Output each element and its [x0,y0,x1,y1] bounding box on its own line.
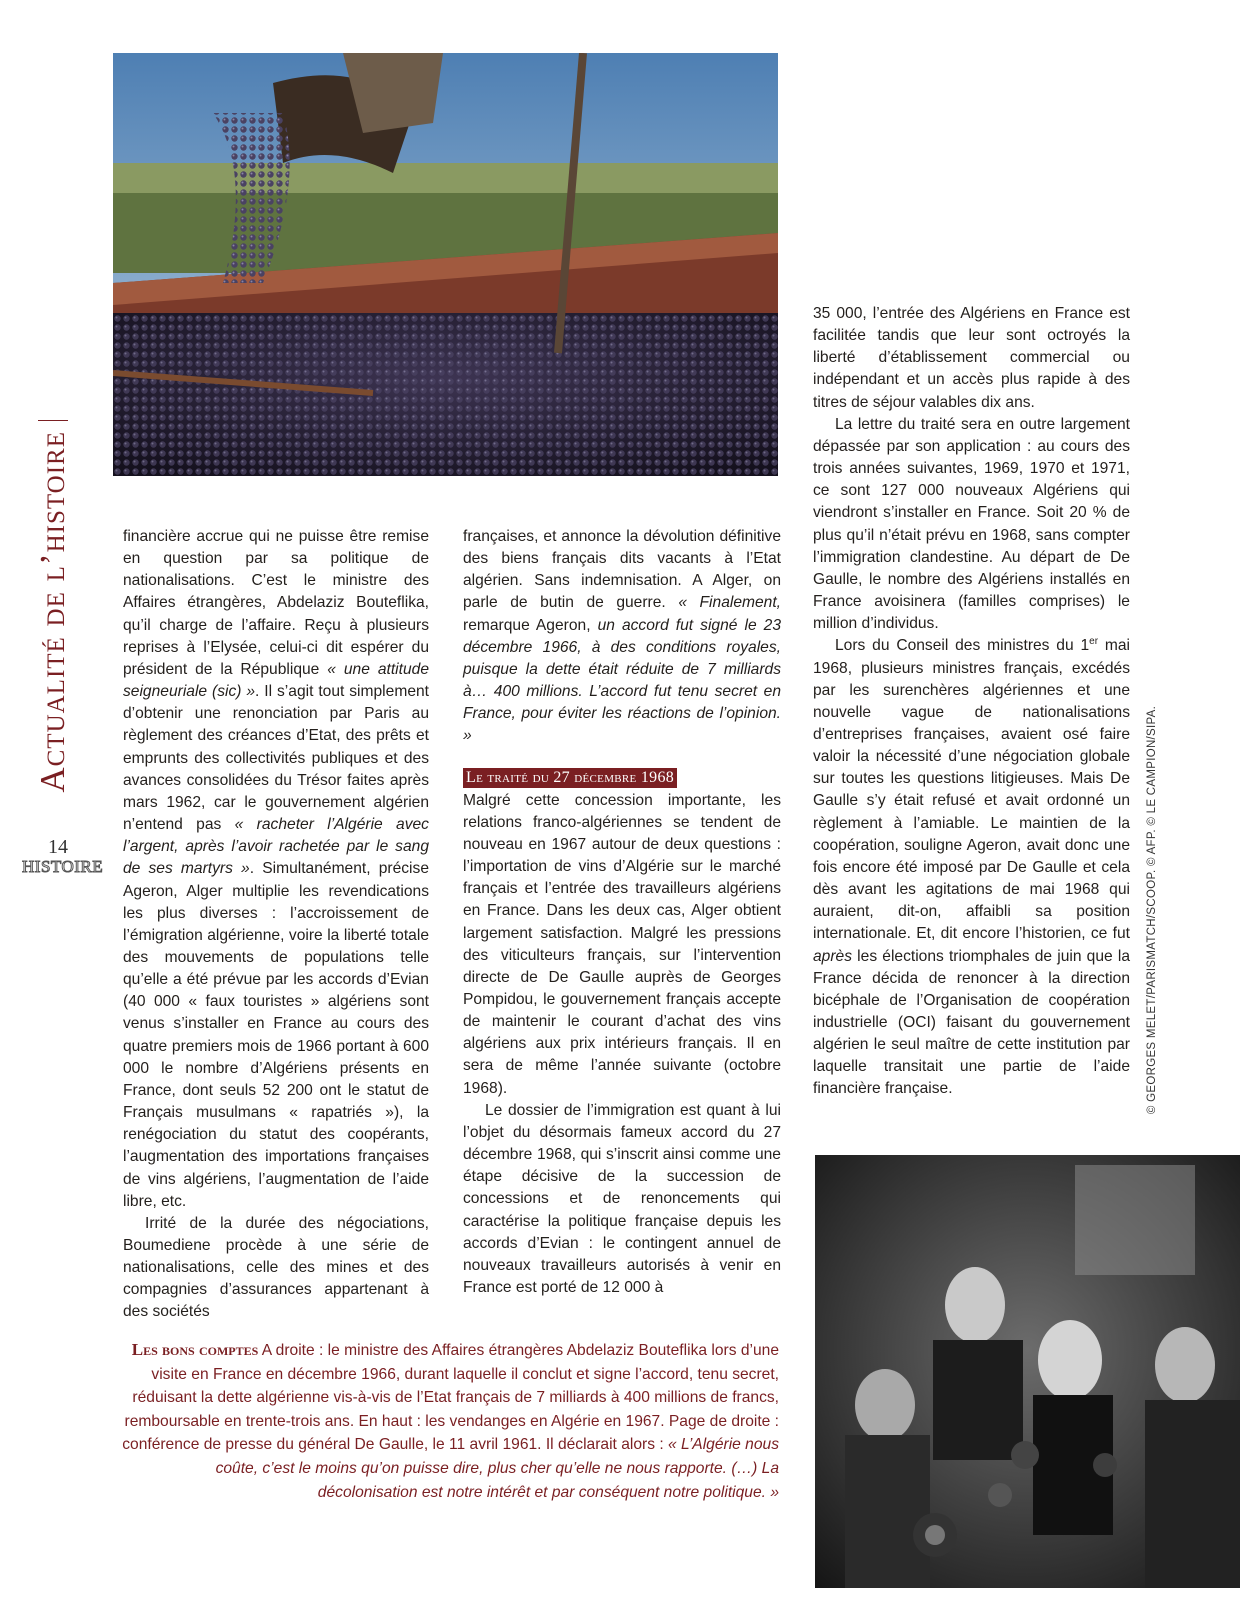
page-number: 14 [48,836,68,858]
paragraph: 35 000, l’entrée des Algériens en France est facilitée tandis que leur sont octroyés la liberté d’établissement commercial ou indépendant et un accès plus rapide à des titres de séjour valables dix ans. [813,305,1130,411]
paragraph: Lors du Conseil des ministres du 1er mai 1968, plusieurs ministres français, excédés par les surenchères algériennes et une nouvelle vague de nationalisations d’entreprises françaises, avaient osé faire valoir la nécessité d’une négociation globale sur toutes les questions litigieuses. Mais De Gaulle s’y était refusé et avait ordonné un règlement à l’amiable. Le maintien de la coopération, souligne Ageron, avait donc une fois encore été imposé par De Gaulle et cela dès avant les agitations de mai 1968 qui auraient, dit-on, affaibli sa position internationale. Et, dit encore l’historien, ce fut après les élections triomphales de juin que la France décida de renoncer à la direction bicéphale de l’Organisation de coopération industrielle (OCI) faisant du gouvernement algérien le seul maître de cette institution par laquelle transitait une partie de l’aide financière française. [813,636,1130,1098]
article-column-1 [123,526,429,1324]
section-heading: Le traité du 27 décembre 1968 [463,768,677,788]
paragraph: La lettre du traité sera en outre largement dépassée par son application : au cours des trois années suivantes, 1969, 1970 et 1971, ce sont 127 000 nouveaux Algériens qui viendront s’installer en France. Soit 20 % de plus qu’il n’était prévu en 1968, sans compter l’immigration clandestine. Au départ de De Gaulle, le nombre des Algériens installés en France avoisinera (familles comprises) le million d’individus. [813,415,1130,633]
photo-credit: © GEORGES MELET/PARISMATCH/SCOOP. © AFP. © LE CAMPION/SIPA. [1146,705,1158,1115]
article-column-3 [813,303,1130,1101]
paragraph: Malgré cette concession importante, les relations franco-algériennes se tendent de nouveau en 1967 autour de deux questions : l’importation de vins d’Algérie sur le marché français et l’entrée des travailleurs algériens en France. Dans les deux cas, Alger obtient largement satisfaction. Malgré les pressions des viticulteurs français, sur l’intervention directe de De Gaulle auprès de Georges Pompidou, le gouvernement français accepte de maintenir le courant d’achat des vins algériens aux prix intérieurs français. Il en sera de même l’année suivante (octobre 1968). [463,791,781,1097]
paragraph: financière accrue qui ne puisse être remise en question par sa politique de nationalisations. C’est le ministre des Affaires étrangères, Abdelaziz Bouteflika, qu’il charge de l’affaire. Reçu à plusieurs reprises à l’Elysée, celui-ci dit espérer du président de la République « une attitude seigneuriale (sic) ». Il s’agit tout simplement d’obtenir une renonciation par Paris au règlement des créances d’Etat, des prêts et emprunts des collectivités publiques et des avances consolidées du Trésor faites après mars 1962, car le gouvernement algérien n’entend pas « racheter l’Algérie avec l’argent, après l’avoir rachetée par le sang de ses martyrs ». Simultanément, précise Ageron, Alger multiplie les revendications les plus diverses : l’accroissement de l’émigration algérienne, voire la liberté totale des mouvements de populations telle qu’elle a été prévue par les accords d’Evian (40 000 « faux touristes » algériens sont venus s’installer en France au cours des quatre premiers mois de 1966 portant à 600 000 le nombre d’Algériens présents en France, dont seuls 52 200 ont le statut de Français musulmans « rapatriés »), la renégociation du statut des coopérants, l’augmentation des importations françaises de vins algériens, l’augmentation de l’aide libre, etc. [123,528,429,1210]
photo-caption: Les bons comptes A droite : le ministre des Affaires étrangères Abdelaziz Bouteflika lors d’une visite en France en décembre 1966, durant laquelle il conclut et signe l’accord, tenu secret, réduisant la dette algérienne vis-à-vis de l’Etat français de 7 milliards à 400 millions de francs, remboursable en trente-trois ans. En haut : les vendanges en Algérie en 1967. Page de droite : conférence de presse du général De Gaulle, le 11 avril 1961. Il déclarait alors : « L’Algérie nous coûte, c’est le moins qu’on puisse dire, plus cher qu’elle ne nous rapporte. (…) La décolonisation est notre intérêt et par conséquent notre politique. » [122,1340,779,1501]
paragraph: Le dossier de l’immigration est quant à lui l’objet du désormais fameux accord du 27 décembre 1968, qui s’inscrit ainsi comme une étape décisive de la succession de concessions et de renoncements qui caractérise la politique française depuis les accords d’Evian : le contingent annuel de nouveaux travailleurs autorisés à venir en France est porté de 12 000 à [463,1101,781,1296]
section-rail [23,420,83,980]
grape-harvest-photo [113,53,778,476]
press-conference-photo [815,1155,1240,1588]
magazine-logo: HISTOIRE [22,857,104,876]
paragraph: Irrité de la durée des négociations, Boumediene procède à une série de nationalisations, celle des mines et des compagnies d’assurances appartenant à des sociétés [123,1214,429,1321]
section-title: Actualité de l’histoire [33,431,72,793]
paragraph: françaises, et annonce la dévolution définitive des biens français dits vacants à l’Etat algérien. Sans indemnisation. A Alger, on parle de butin de guerre. « Finalement, remarque Ageron, un accord fut signé le 23 décembre 1966, à des conditions royales, puisque la dette était réduite de 7 milliards à… 400 millions. L’accord fut tenu secret en France, pour éviter les réactions de l’opinion. » [463,528,781,745]
article-column-2 [463,526,781,1299]
caption-heading: Les bons comptes [131,1340,259,1359]
rail-divider [38,420,68,421]
